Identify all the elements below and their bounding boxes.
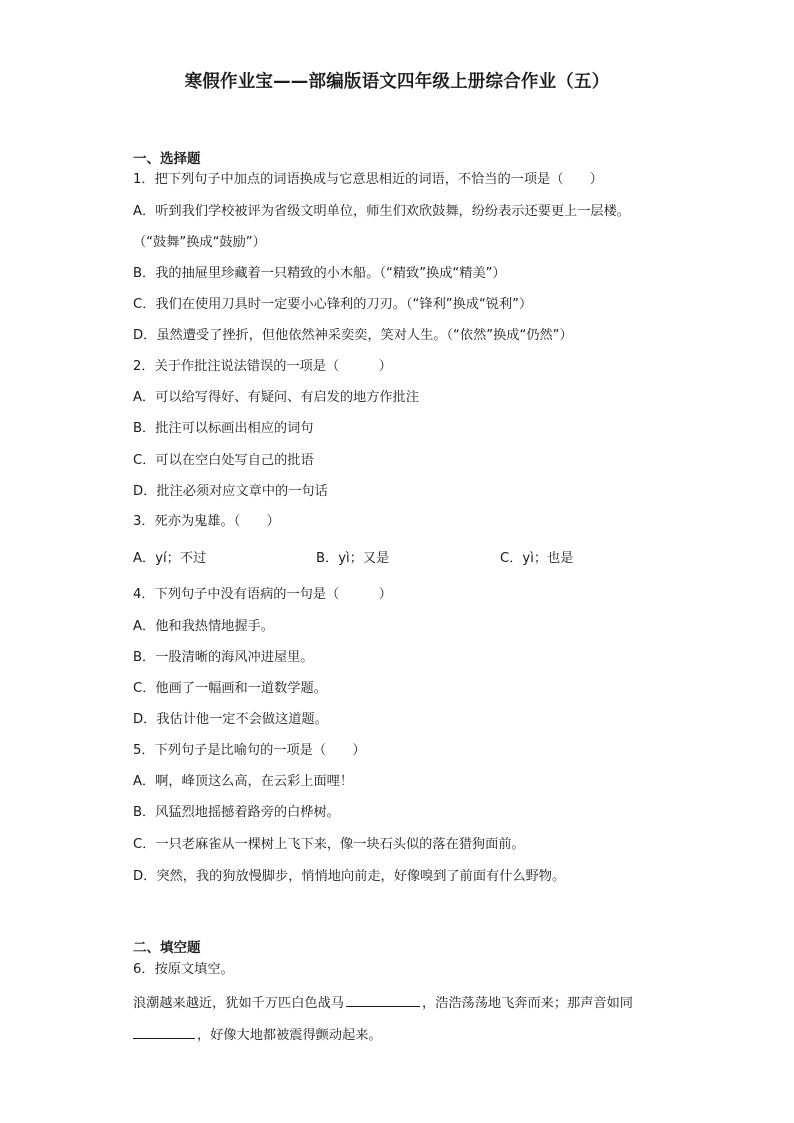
question-6-text-1: 浪潮越来越近，犹如千万匹白色战马	[133, 996, 344, 1011]
question-3-option-a: A．yí；不过	[133, 551, 207, 566]
question-6-line-1	[133, 992, 633, 1013]
question-2-stem: 2．关于作批注说法错误的一项是（ ）	[133, 359, 392, 374]
question-6-line-2	[133, 1024, 382, 1045]
question-4-option-a: A．他和我热情地握手。	[133, 619, 274, 634]
question-5-option-a: A．啊，峰顶这么高，在云彩上面哩！	[133, 774, 354, 789]
question-6-text-3: ，好像大地都被震得颤动起来。	[197, 1028, 382, 1043]
question-4-stem: 4．下列句子中没有语病的一句是（ ）	[133, 587, 392, 602]
question-1-option-a: A．听到我们学校被评为省级文明单位，师生们欢欣鼓舞，纷纷表示还要更上一层楼。	[133, 204, 630, 219]
question-5-option-b: B．风猛烈地摇撼着路旁的白桦树。	[133, 805, 340, 820]
question-3-stem: 3．死亦为鬼雄。（ ）	[133, 514, 280, 529]
page-title: 寒假作业宝——部编版语文四年级上册综合作业（五）	[184, 72, 610, 92]
question-2-option-c: C．可以在空白处写自己的批语	[133, 453, 314, 468]
question-1-option-b: B．我的抽屉里珍藏着一只精致的小木船。（“精致”换成“精美”）	[133, 266, 506, 281]
question-5-option-c: C．一只老麻雀从一棵树上飞下来，像一块石头似的落在猎狗面前。	[133, 837, 525, 852]
question-5-stem: 5．下列句子是比喻句的一项是（ ）	[133, 743, 366, 758]
question-6-text-2: ，浩浩荡荡地飞奔而来；那声音如同	[422, 996, 633, 1011]
question-5-option-d: D．突然，我的狗放慢脚步，悄悄地向前走，好像嗅到了前面有什么野物。	[133, 869, 566, 884]
question-2-option-d: D．批注必须对应文章中的一句话	[133, 484, 328, 499]
question-1-option-c: C．我们在使用刀具时一定要小心锋利的刀刃。（“锋利”换成“锐利”）	[133, 297, 533, 312]
question-4-option-d: D．我估计他一定不会做这道题。	[133, 712, 328, 727]
section-heading-fill: 二、填空题	[133, 940, 201, 956]
question-4-option-b: B．一股清晰的海风冲进屋里。	[133, 650, 314, 665]
question-1-stem: 1．把下列句子中加点的词语换成与它意思相近的词语，不恰当的一项是（ ）	[133, 172, 603, 187]
question-1-option-a-note: （“鼓舞”换成“鼓励”）	[133, 235, 266, 250]
question-4-option-c: C．他画了一幅画和一道数学题。	[133, 681, 327, 696]
question-2-option-a: A．可以给写得好、有疑问、有启发的地方作批注	[133, 390, 419, 405]
answer-blank-2[interactable]	[133, 1024, 195, 1039]
question-2-option-b: B．批注可以标画出相应的词句	[133, 421, 314, 436]
section-heading-choice: 一、选择题	[133, 151, 201, 167]
question-3-option-b: B．yì；又是	[316, 551, 390, 566]
question-1-option-d: D．虽然遭受了挫折，但他依然神采奕奕，笑对人生。（“依然”换成“仍然”）	[133, 328, 573, 343]
answer-blank-1[interactable]	[346, 992, 420, 1007]
question-6-stem: 6．按原文填空。	[133, 962, 234, 977]
question-3-option-c: C．yì；也是	[500, 551, 574, 566]
